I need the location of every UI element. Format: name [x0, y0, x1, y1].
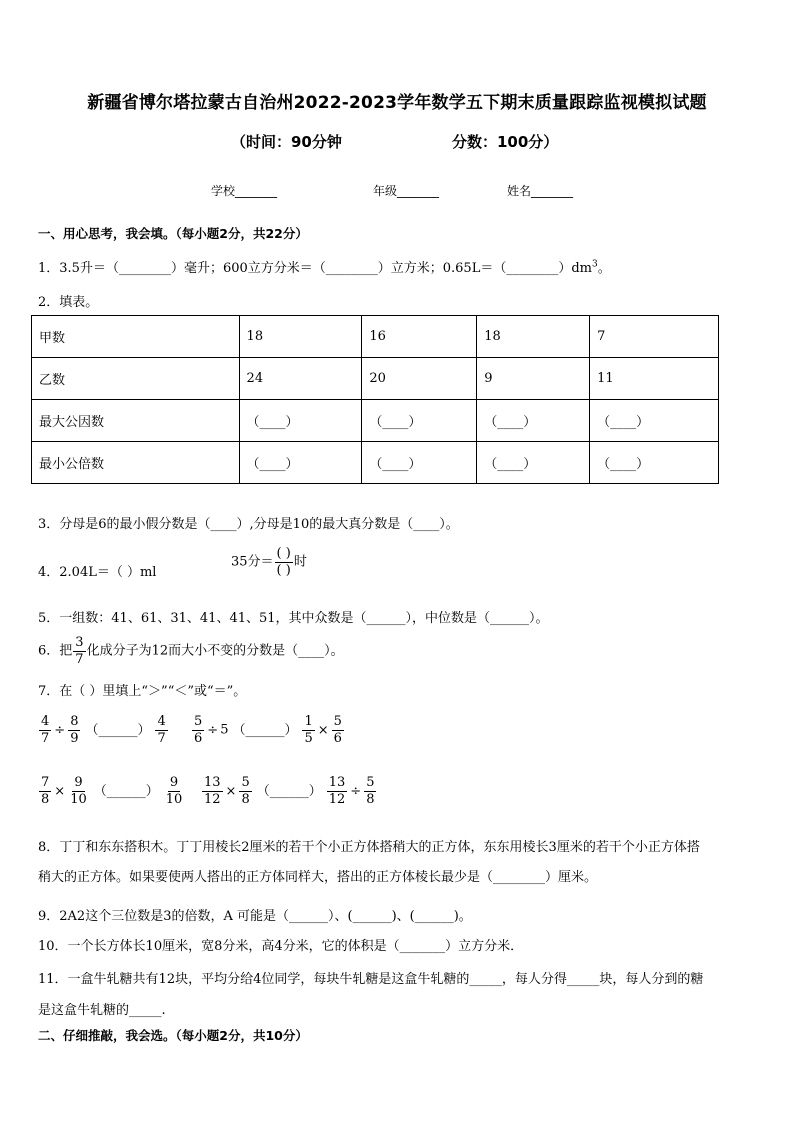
fraction	[192, 715, 204, 745]
score-label: 分数：100分）	[452, 133, 559, 151]
question-4b-text: 35分＝	[231, 554, 274, 570]
whole-number: 5	[220, 722, 229, 738]
compare-item-1	[38, 715, 169, 745]
fraction	[39, 715, 51, 745]
multiply-sign: ×	[317, 722, 329, 738]
table-cell: 11	[590, 358, 719, 400]
divide-sign: ÷	[350, 783, 362, 799]
denominator: 8	[366, 791, 375, 807]
fraction	[332, 715, 344, 745]
question-3: 3．分母是6的最小假分数是（____）,分母是10的最大真分数是（____）。	[38, 517, 459, 532]
numerator: 4	[157, 714, 166, 729]
denominator: 9	[70, 730, 79, 746]
denominator: 10	[165, 791, 183, 807]
question-5: 5．一组数：41、61、31、41、41、51，其中众数是（______），中位数是（______）。	[38, 611, 549, 626]
question-1-text: 1．3.5升＝（________）毫升；600立方分米＝（________）立方米；0.65L＝（________）dm	[38, 261, 592, 276]
table-cell: 18	[477, 316, 590, 358]
numerator: ( )	[276, 546, 291, 561]
question-1-end: 。	[597, 261, 611, 276]
fraction	[68, 776, 89, 806]
question-11-line-2: 是这盒牛轧糖的_____.	[38, 1003, 166, 1018]
question-7: 7．在（ ）里填上“＞”“＜”或“＝”。	[38, 684, 247, 699]
table-cell: （____）	[477, 400, 590, 442]
denominator: 8	[241, 791, 250, 807]
table-cell: 乙数	[32, 358, 240, 400]
multiply-sign: ×	[54, 783, 66, 799]
table-cell: （____）	[590, 442, 719, 484]
fraction	[302, 715, 314, 745]
section-2-heading: 二、仔细推敲，我会选。（每小题2分，共10分）	[38, 1028, 308, 1043]
question-11-line-1: 11．一盒牛轧糖共有12块，平均分给4位同学，每块牛轧糖是这盒牛轧糖的_____，每人分得_____块，每人分到的糖	[38, 972, 704, 987]
table-cell: 18	[239, 316, 362, 358]
fill-table	[31, 315, 719, 484]
page-title: 新疆省博尔塔拉蒙古自治州2022-2023学年数学五下期末质量跟踪监视模拟试题	[87, 93, 707, 113]
question-6-prefix: 6．把	[38, 643, 73, 659]
fraction	[364, 776, 376, 806]
answer-blank: （______）	[85, 722, 151, 738]
denominator: 6	[333, 730, 342, 746]
fraction	[275, 547, 293, 577]
table-cell: （____）	[477, 442, 590, 484]
question-10: 10．一个长方体长10厘米，宽8分米，高4分米，它的体积是（_______）立方分米．	[38, 939, 524, 954]
numerator: 1	[304, 714, 313, 729]
denominator: 5	[304, 730, 313, 746]
table-cell: （____）	[590, 400, 719, 442]
table-cell: 甲数	[32, 316, 240, 358]
question-9: 9．2A2这个三位数是3的倍数，A 可能是（______）、(______)、(______)。	[38, 909, 472, 924]
question-2: 2．填表。	[38, 295, 99, 310]
table-cell: 9	[477, 358, 590, 400]
numerator: 13	[328, 775, 346, 790]
denominator: 7	[41, 730, 50, 746]
numerator: 7	[41, 775, 50, 790]
fraction	[68, 715, 80, 745]
grade-field: 年级_______	[373, 184, 440, 198]
denominator: 7	[157, 730, 166, 746]
question-4b-unit: 时	[293, 554, 307, 570]
table-cell: 最大公因数	[32, 400, 240, 442]
question-6	[38, 636, 344, 666]
question-8-line-1: 8．丁丁和东东搭积木。丁丁用棱长2厘米的若干个小正方体搭稍大的正方体，东东用棱长3厘米的若干个小正方体搭	[38, 840, 700, 855]
table-cell: 20	[362, 358, 477, 400]
table-row	[32, 442, 719, 484]
fraction	[155, 715, 167, 745]
numerator: 5	[366, 775, 375, 790]
fraction	[73, 636, 85, 666]
denominator: ( )	[276, 562, 291, 578]
table-cell: 最小公倍数	[32, 442, 240, 484]
fraction	[327, 776, 348, 806]
question-1	[38, 257, 611, 276]
denominator: 7	[75, 651, 84, 667]
table-cell: （____）	[239, 442, 362, 484]
school-field: 学校_______	[211, 184, 278, 198]
answer-blank: （______）	[93, 783, 159, 799]
numerator: 8	[70, 714, 79, 729]
question-6-text: 化成分子为12而大小不变的分数是（____）。	[86, 643, 344, 659]
table-cell: 24	[239, 358, 362, 400]
denominator: 10	[70, 791, 87, 807]
table-cell: 16	[362, 316, 477, 358]
denominator: 12	[328, 791, 346, 807]
compare-item-3	[38, 776, 185, 806]
numerator: 5	[333, 714, 342, 729]
numerator: 3	[75, 635, 84, 650]
table-cell: 7	[590, 316, 719, 358]
question-8-line-2: 稍大的正方体。如果要使两人搭出的正方体同样大，搭出的正方体棱长最少是（________）厘米。	[38, 870, 598, 885]
name-field: 姓名_______	[507, 184, 574, 198]
divide-sign: ÷	[54, 722, 66, 738]
denominator: 12	[204, 791, 221, 807]
fraction	[239, 776, 251, 806]
fraction	[164, 776, 185, 806]
denominator: 8	[41, 791, 50, 807]
compare-item-4	[201, 776, 377, 806]
table-cell: （____）	[239, 400, 362, 442]
denominator: 6	[194, 730, 203, 746]
answer-blank: （______）	[232, 722, 298, 738]
question-4b	[231, 547, 307, 577]
question-1-exponent: 3	[592, 259, 598, 270]
time-label: （时间：90分钟	[231, 133, 342, 151]
divide-sign: ÷	[207, 722, 219, 738]
fraction	[202, 776, 223, 806]
section-1-heading: 一、用心思考，我会填。（每小题2分，共22分）	[38, 226, 308, 241]
question-4a: 4．2.04L＝（ ）ml	[38, 565, 157, 580]
table-cell: （____）	[362, 442, 477, 484]
answer-blank: （______）	[256, 783, 322, 799]
numerator: 5	[194, 714, 203, 729]
numerator: 5	[241, 775, 250, 790]
table-cell: （____）	[362, 400, 477, 442]
table-row	[32, 358, 719, 400]
numerator: 9	[74, 775, 83, 790]
numerator: 13	[204, 775, 221, 790]
numerator: 4	[41, 714, 50, 729]
table-row	[32, 400, 719, 442]
table-row	[32, 316, 719, 358]
numerator: 9	[169, 775, 179, 790]
compare-item-2	[191, 715, 345, 745]
fraction	[39, 776, 51, 806]
multiply-sign: ×	[225, 783, 237, 799]
